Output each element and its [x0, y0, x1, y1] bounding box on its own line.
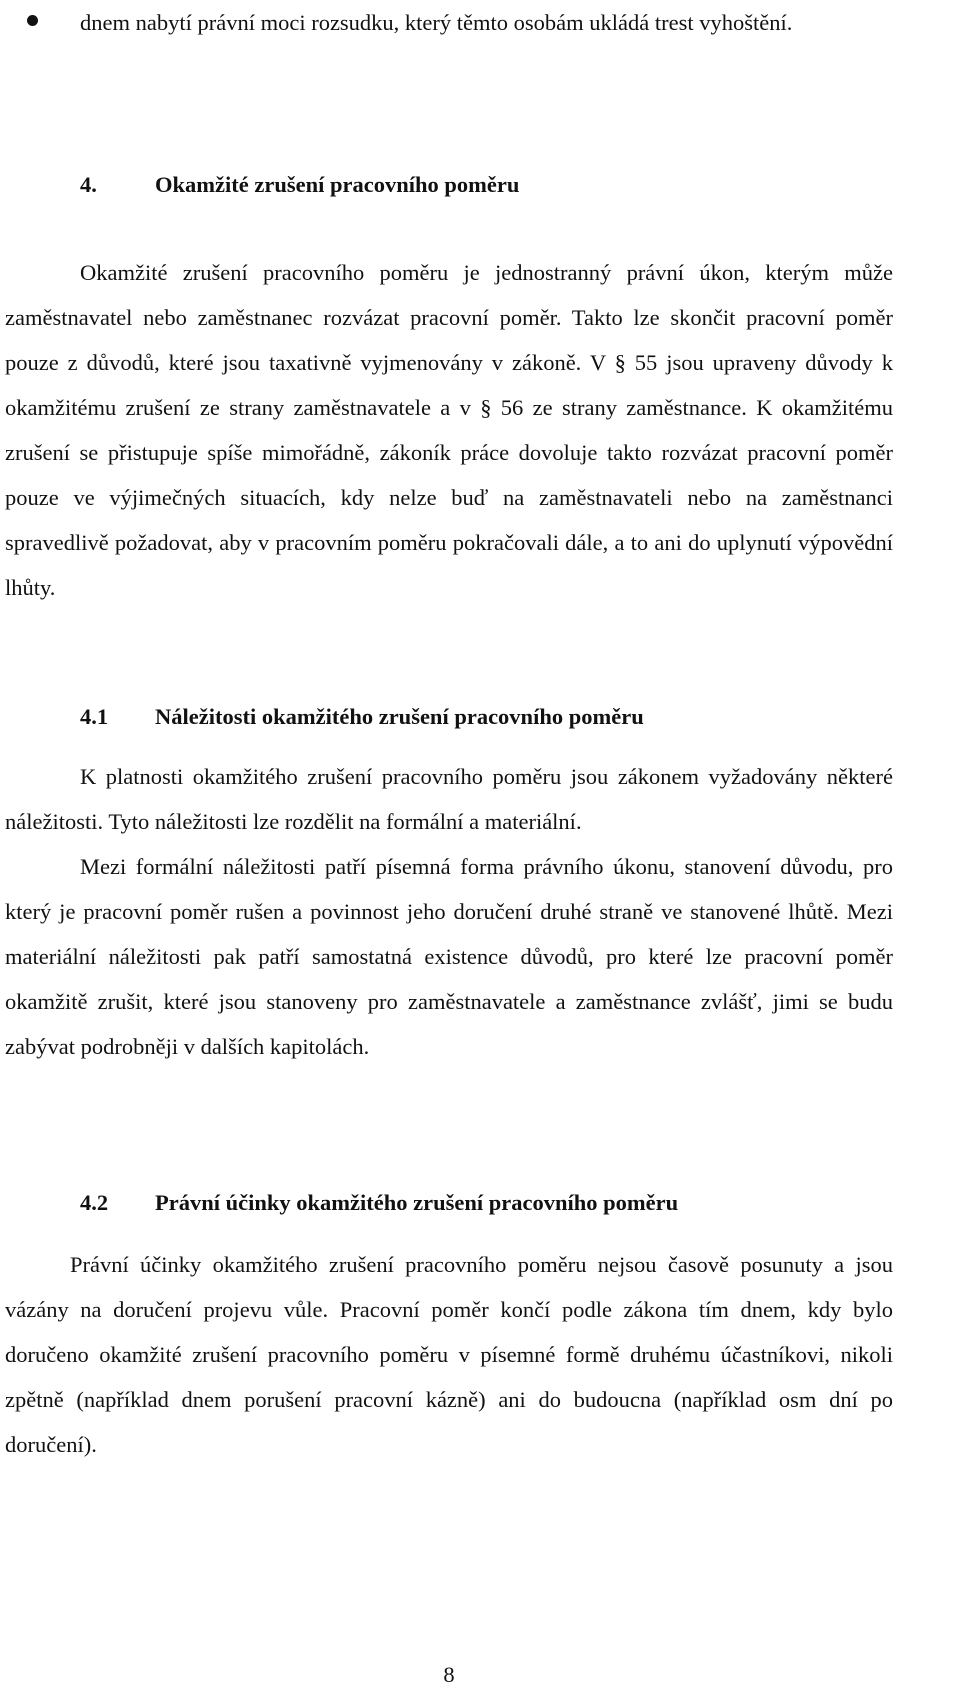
- section-heading-4: [80, 170, 519, 200]
- section-title: Náležitosti okamžitého zrušení pracovního poměru: [155, 704, 644, 729]
- section-4-2-paragraph: Právní účinky okamžitého zrušení pracovního poměru nejsou časově posunuty a jsou vázány na doručení projevu vůle. Pracovní poměr končí podle zákona tím dnem, kdy bylo doručeno okamžité zrušení pracovního poměru v písemné formě druhému účastníkovi, nikoli zpětně (například dnem porušení pracovní kázně) ani do budoucna (například osm dní po doručení).: [5, 1252, 893, 1457]
- bullet-list: [5, 0, 893, 45]
- section-number: 4.2: [80, 1190, 109, 1215]
- section-number: 4.1: [80, 704, 109, 729]
- section-4-paragraph: Okamžité zrušení pracovního poměru je jednostranný právní úkon, kterým může zaměstnavatel nebo zaměstnanec rozvázat pracovní poměr. Takto lze skončit pracovní poměr pouze z důvodů, které jsou taxativně vyjmenovány v zákoně. V § 55 jsou upraveny důvody k okamžitému zrušení ze strany zaměstnavatele a v § 56 ze strany zaměstnance. K okamžitému zrušení se přistupuje spíše mimořádně, zákoník práce dovoluje takto rozvázat pracovní poměr pouze ve výjimečných situacích, kdy nelze buď na zaměstnavateli nebo na zaměstnanci spravedlivě požadovat, aby v pracovním poměru pokračovali dále, a to ani do uplynutí výpovědní lhůty.: [5, 260, 893, 600]
- bullet-item: dnem nabytí právní moci rozsudku, který těmto osobám ukládá trest vyhoštění.: [5, 0, 893, 45]
- section-heading-4-2: [80, 1188, 678, 1218]
- section-title: Právní účinky okamžitého zrušení pracovního poměru: [155, 1190, 679, 1215]
- section-4-1-paragraph-2: Mezi formální náležitosti patří písemná forma právního úkonu, stanovení důvodu, pro který je pracovní poměr rušen a povinnost jeho doručení druhé straně ve stanovené lhůtě. Mezi materiální náležitosti pak patří samostatná existence důvodů, pro které lze pracovní poměr okamžitě zrušit, které jsou stanoveny pro zaměstnavatele a zaměstnance zvlášť, jimi se budu zabývat podrobněji v dalších kapitolách.: [5, 854, 893, 1059]
- page-number: 8: [443, 1662, 455, 1687]
- section-4-1-paragraph-1: K platnosti okamžitého zrušení pracovního poměru jsou zákonem vyžadovány některé náležitosti. Tyto náležitosti lze rozdělit na formální a materiální.: [5, 764, 893, 834]
- section-heading-4-1: [80, 702, 644, 732]
- section-title: Okamžité zrušení pracovního poměru: [155, 172, 520, 197]
- section-number: 4.: [80, 172, 97, 197]
